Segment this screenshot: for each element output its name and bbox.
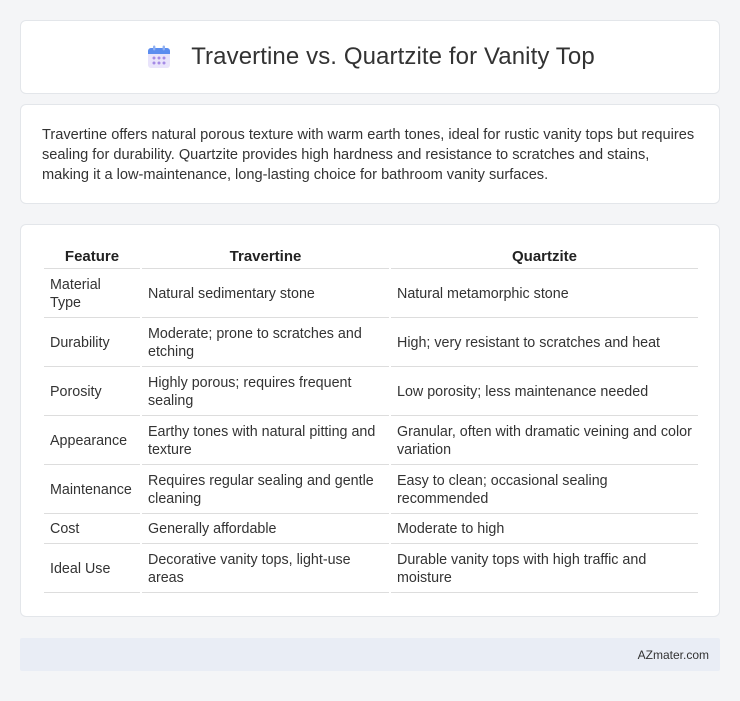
cell-feature: Cost xyxy=(44,515,140,544)
intro-card xyxy=(20,104,720,204)
cell-travertine: Natural sedimentary stone xyxy=(142,270,389,318)
cell-travertine: Moderate; prone to scratches and etching xyxy=(142,319,389,367)
table-row xyxy=(44,368,698,416)
table-row xyxy=(44,417,698,465)
title-wrap xyxy=(145,43,595,71)
footer xyxy=(20,638,720,671)
cell-feature: Porosity xyxy=(44,368,140,416)
table-row xyxy=(44,545,698,593)
page-title: Travertine vs. Quartzite for Vanity Top xyxy=(191,43,595,70)
cell-quartzite: Easy to clean; occasional sealing recommended xyxy=(391,466,698,514)
cell-quartzite: Granular, often with dramatic veining and color variation xyxy=(391,417,698,465)
table-row xyxy=(44,270,698,318)
header-feature: Feature xyxy=(44,246,140,269)
footer-source: AZmater.com xyxy=(637,647,709,662)
cell-quartzite: Low porosity; less maintenance needed xyxy=(391,368,698,416)
title-card xyxy=(20,20,720,94)
cell-feature: Maintenance xyxy=(44,466,140,514)
cell-travertine: Earthy tones with natural pitting and texture xyxy=(142,417,389,465)
cell-quartzite: Natural metamorphic stone xyxy=(391,270,698,318)
cell-quartzite: Moderate to high xyxy=(391,515,698,544)
table-header-row xyxy=(44,246,698,269)
cell-travertine: Highly porous; requires frequent sealing xyxy=(142,368,389,416)
cell-feature: Ideal Use xyxy=(44,545,140,593)
cell-quartzite: High; very resistant to scratches and heat xyxy=(391,319,698,367)
comparison-table xyxy=(42,245,700,594)
cell-quartzite: Durable vanity tops with high traffic and moisture xyxy=(391,545,698,593)
calendar-icon xyxy=(145,43,173,71)
cell-feature: Appearance xyxy=(44,417,140,465)
table-row xyxy=(44,515,698,544)
cell-travertine: Requires regular sealing and gentle cleaning xyxy=(142,466,389,514)
table-card xyxy=(20,224,720,617)
intro-text: Travertine offers natural porous texture with warm earth tones, ideal for rustic vanity tops but requires sealing for durability. Quartzite provides high hardness and resistance to scratches and stains, making it a low-maintenance, long-lasting choice for bathroom vanity surfaces. xyxy=(42,127,695,183)
cell-feature: Durability xyxy=(44,319,140,367)
cell-travertine: Generally affordable xyxy=(142,515,389,544)
table-row xyxy=(44,319,698,367)
header-quartzite: Quartzite xyxy=(391,246,698,269)
cell-travertine: Decorative vanity tops, light-use areas xyxy=(142,545,389,593)
header-travertine: Travertine xyxy=(142,246,389,269)
table-row xyxy=(44,466,698,514)
cell-feature: Material Type xyxy=(44,270,140,318)
